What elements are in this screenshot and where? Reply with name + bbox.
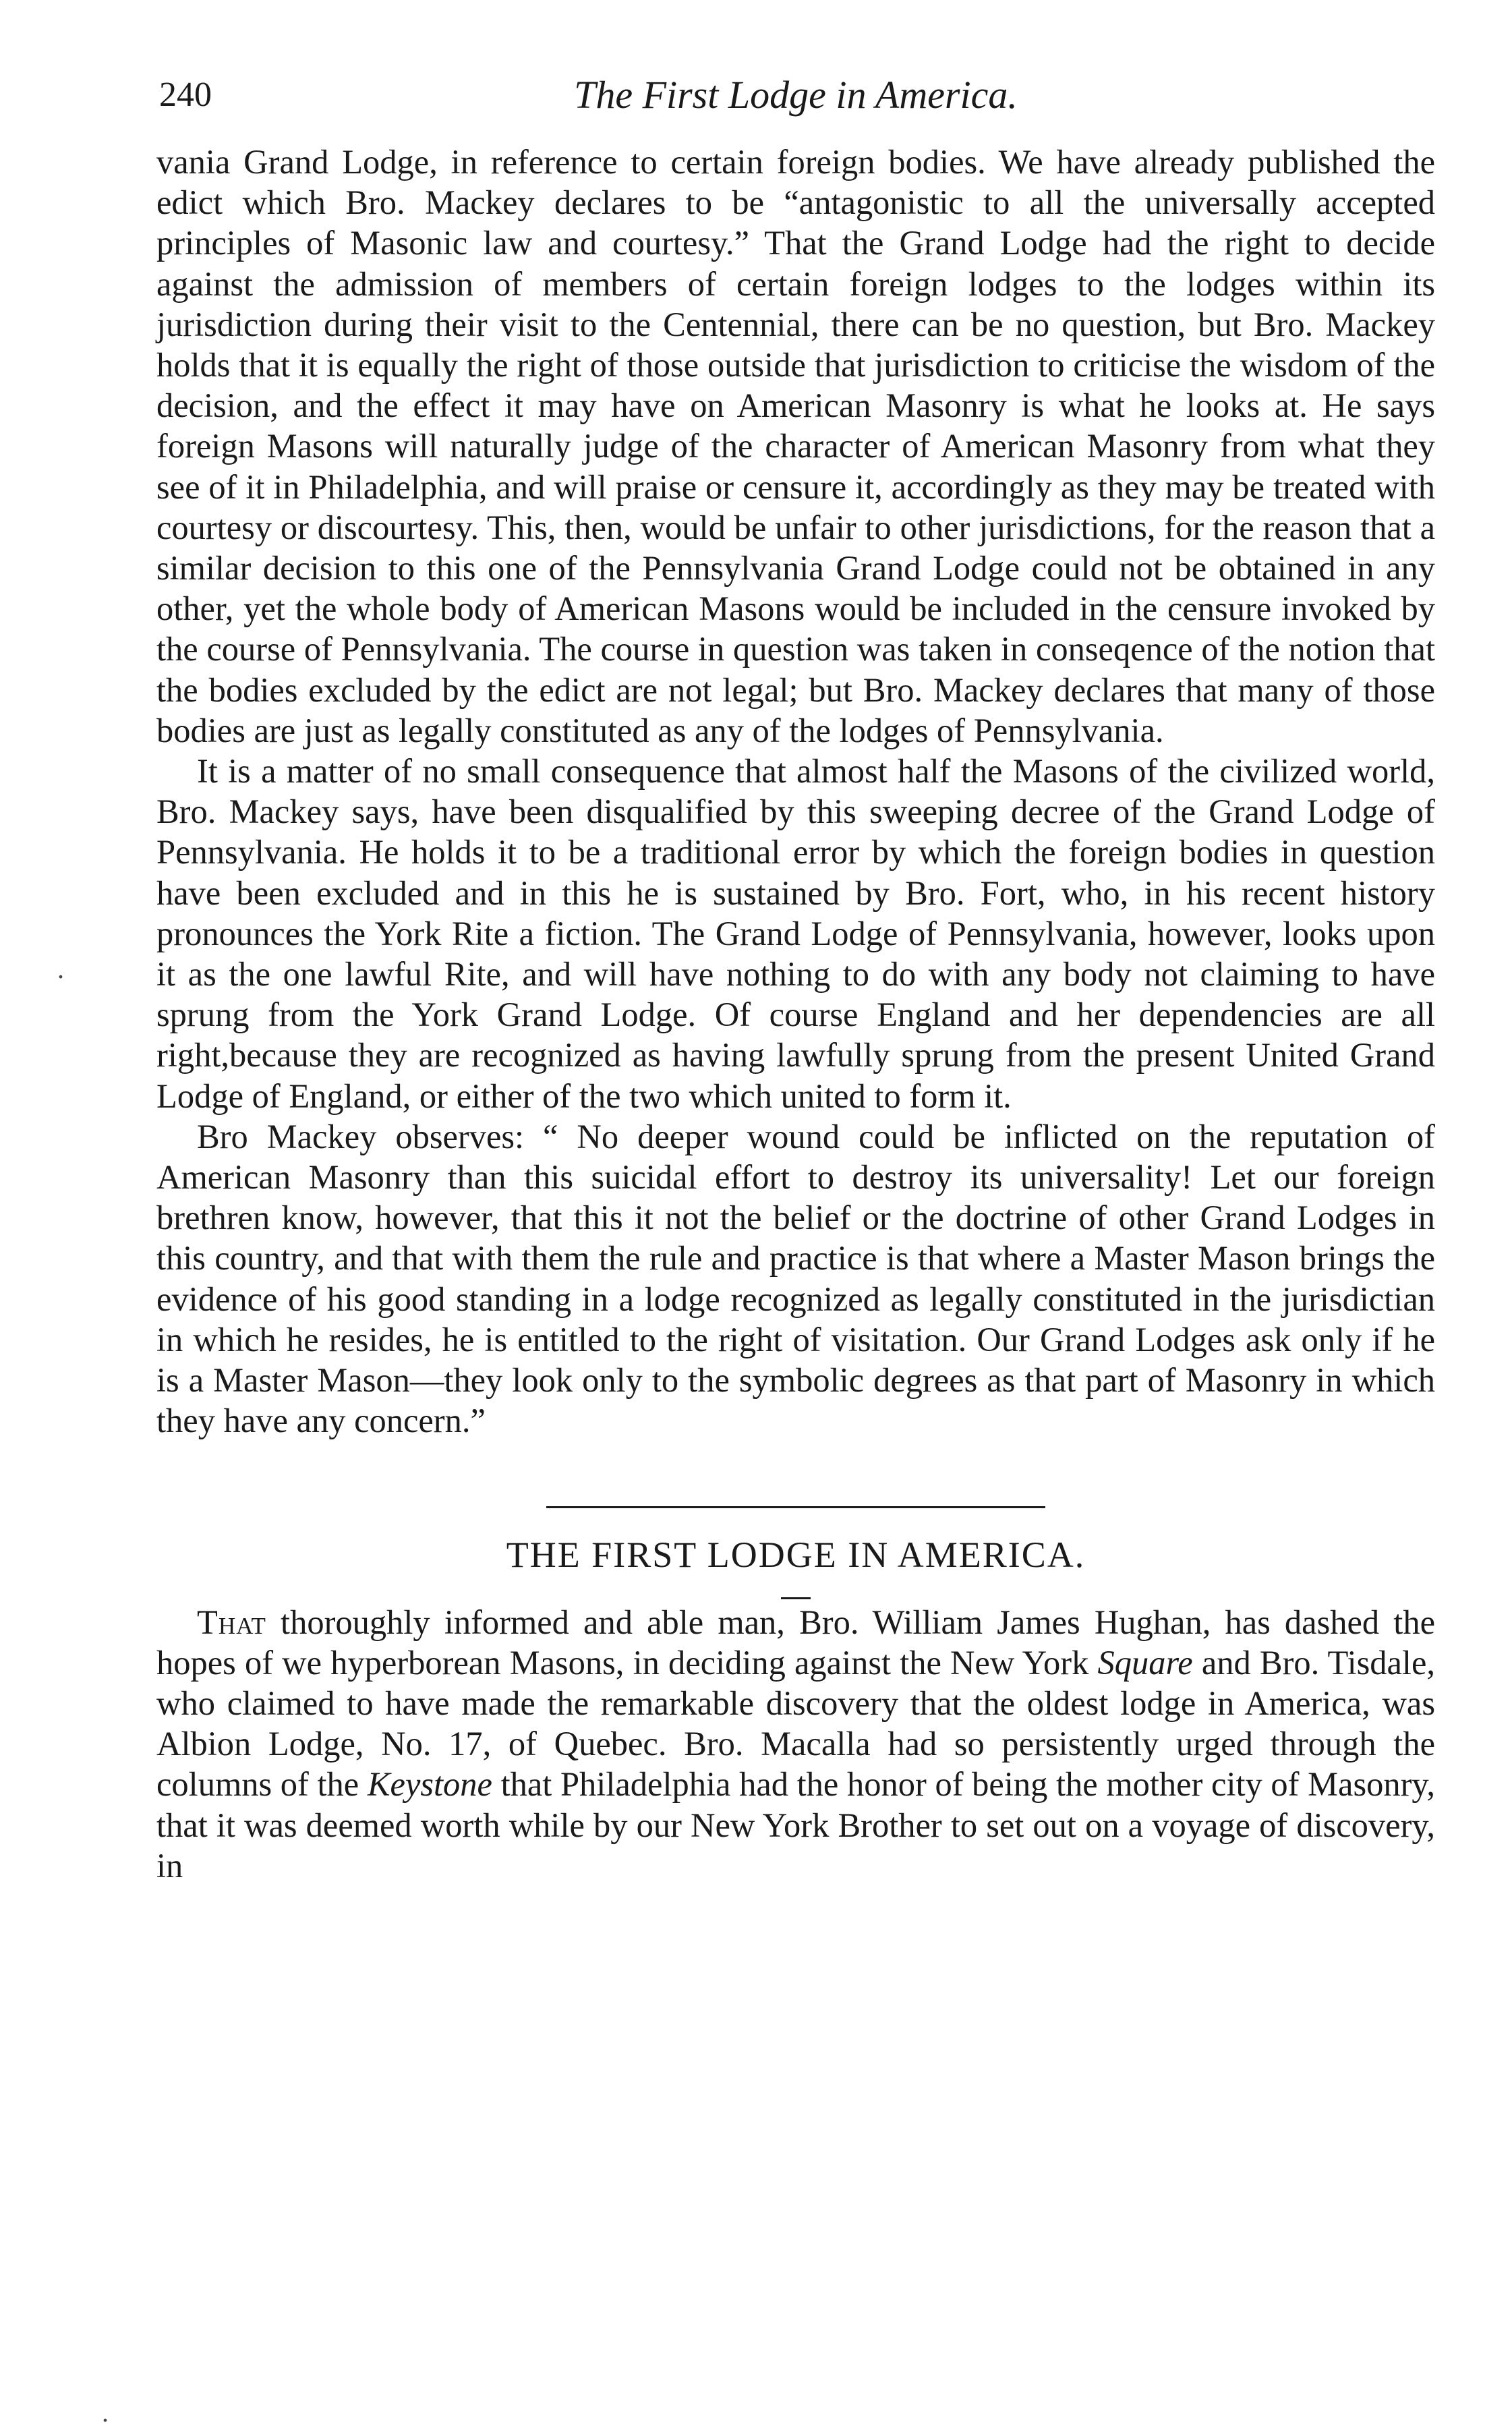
square-journal-name: Square: [1097, 1643, 1193, 1682]
title-dash: [781, 1597, 811, 1599]
margin-speck: ․: [57, 956, 65, 983]
article-text-3: that Philadelphia had the honor of being the mother city of Masonry, that it was deemed worth while by our New York Brother to set out on a voyage of discovery, in: [156, 1765, 1436, 1885]
page-number: 240: [159, 76, 212, 114]
keystone-journal-name: Keystone: [367, 1765, 492, 1804]
article-text-2: and Bro. Tisdale, who claimed to have made the remarkable discovery that the oldest lodge in America, was Albion Lodge, No. 17, of Quebec. Bro. Macalla had so persistently urged through the columns of the: [156, 1643, 1435, 1804]
running-title: The First Lodge in America.: [574, 73, 1018, 117]
paragraph-2: It is a matter of no small consequence that almost half the Masons of the civilized world, Bro. Mackey says, have been disqualified by this sweeping decree of the Grand Lodge of Pennsylvania. He holds it to be a traditional error by which the foreign bodies in question have been excluded and in this he is sustained by Bro. Fort, who, in his recent history pronounces the York Rite a fiction. The Grand Lodge of Pennsylvania, however, looks upon it as the one lawful Rite, and will have nothing to do with any body not claiming to have sprung from the York Grand Lodge. Of course England and her dependencies are all right,because they are recognized as having lawfully sprung from the present United Grand Lodge of England, or either of the two which united to form it.: [156, 752, 1435, 1115]
margin-speck: ․: [101, 2400, 110, 2427]
paragraph-1: vania Grand Lodge, in reference to certain foreign bodies. We have already published the edict which Bro. Mackey declares to be “antagonistic to all the universally accepted principles of Masonic law and courtesy.” That the Grand Lodge had the right to decide against the admission of members of certain foreign lodges to the lodges within its jurisdiction during their visit to the Centennial, there can be no question, but Bro. Mackey holds that it is equally the right of those outside that jurisdiction to criticise the wisdom of the decision, and the effect it may have on American Masonry is what he looks at. He says foreign Masons will naturally judge of the character of American Masonry from what they see of it in Philadelphia, and will praise or censure it, accordingly as they may be treated with courtesy or discourtesy. This, then, would be unfair to other jurisdictions, for the reason that a similar decision to this one of the Pennsylvania Grand Lodge could not be obtained in any other, yet the whole body of American Masons would be included in the censure invoked by the course of Pennsylvania. The course in question was taken in conseqence of the notion that the bodies excluded by the edict are not legal; but Bro. Mackey declares that many of those bodies are just as legally constituted as any of the lodges of Pennsylvania.: [156, 143, 1435, 749]
article-body: [156, 1602, 1435, 1886]
paragraph-3: Bro Mackey observes: “ No deeper wound could be inflicted on the reputation of American Masonry than this suicidal effort to destroy its universality! Let our foreign brethren know, however, that this it not the belief or the doctrine of other Grand Lodges in this country, and that with them the rule and practice is that where a Master Mason brings the evidence of his good standing in a lodge recognized as legally constituted in the jurisdictian in which he resides, he is entitled to the right of visitation. Our Grand Lodges ask only if he is a Master Mason—they look only to the symbolic degrees as that part of Masonry in which they have any concern.”: [156, 1117, 1435, 1440]
page-content: [156, 67, 1435, 1886]
article-title: THE FIRST LODGE IN AMERICA.: [506, 1534, 1086, 1575]
article-paragraph: [156, 1602, 1435, 1886]
opening-word: That: [197, 1603, 266, 1641]
article-text-1: thoroughly informed and able man, Bro. William James Hughan, has dashed the hopes of we hyperborean Masons, in deciding against the New York: [156, 1603, 1435, 1682]
running-header: [156, 67, 1435, 123]
section-divider: [546, 1506, 1045, 1508]
continued-article: [156, 142, 1435, 1441]
